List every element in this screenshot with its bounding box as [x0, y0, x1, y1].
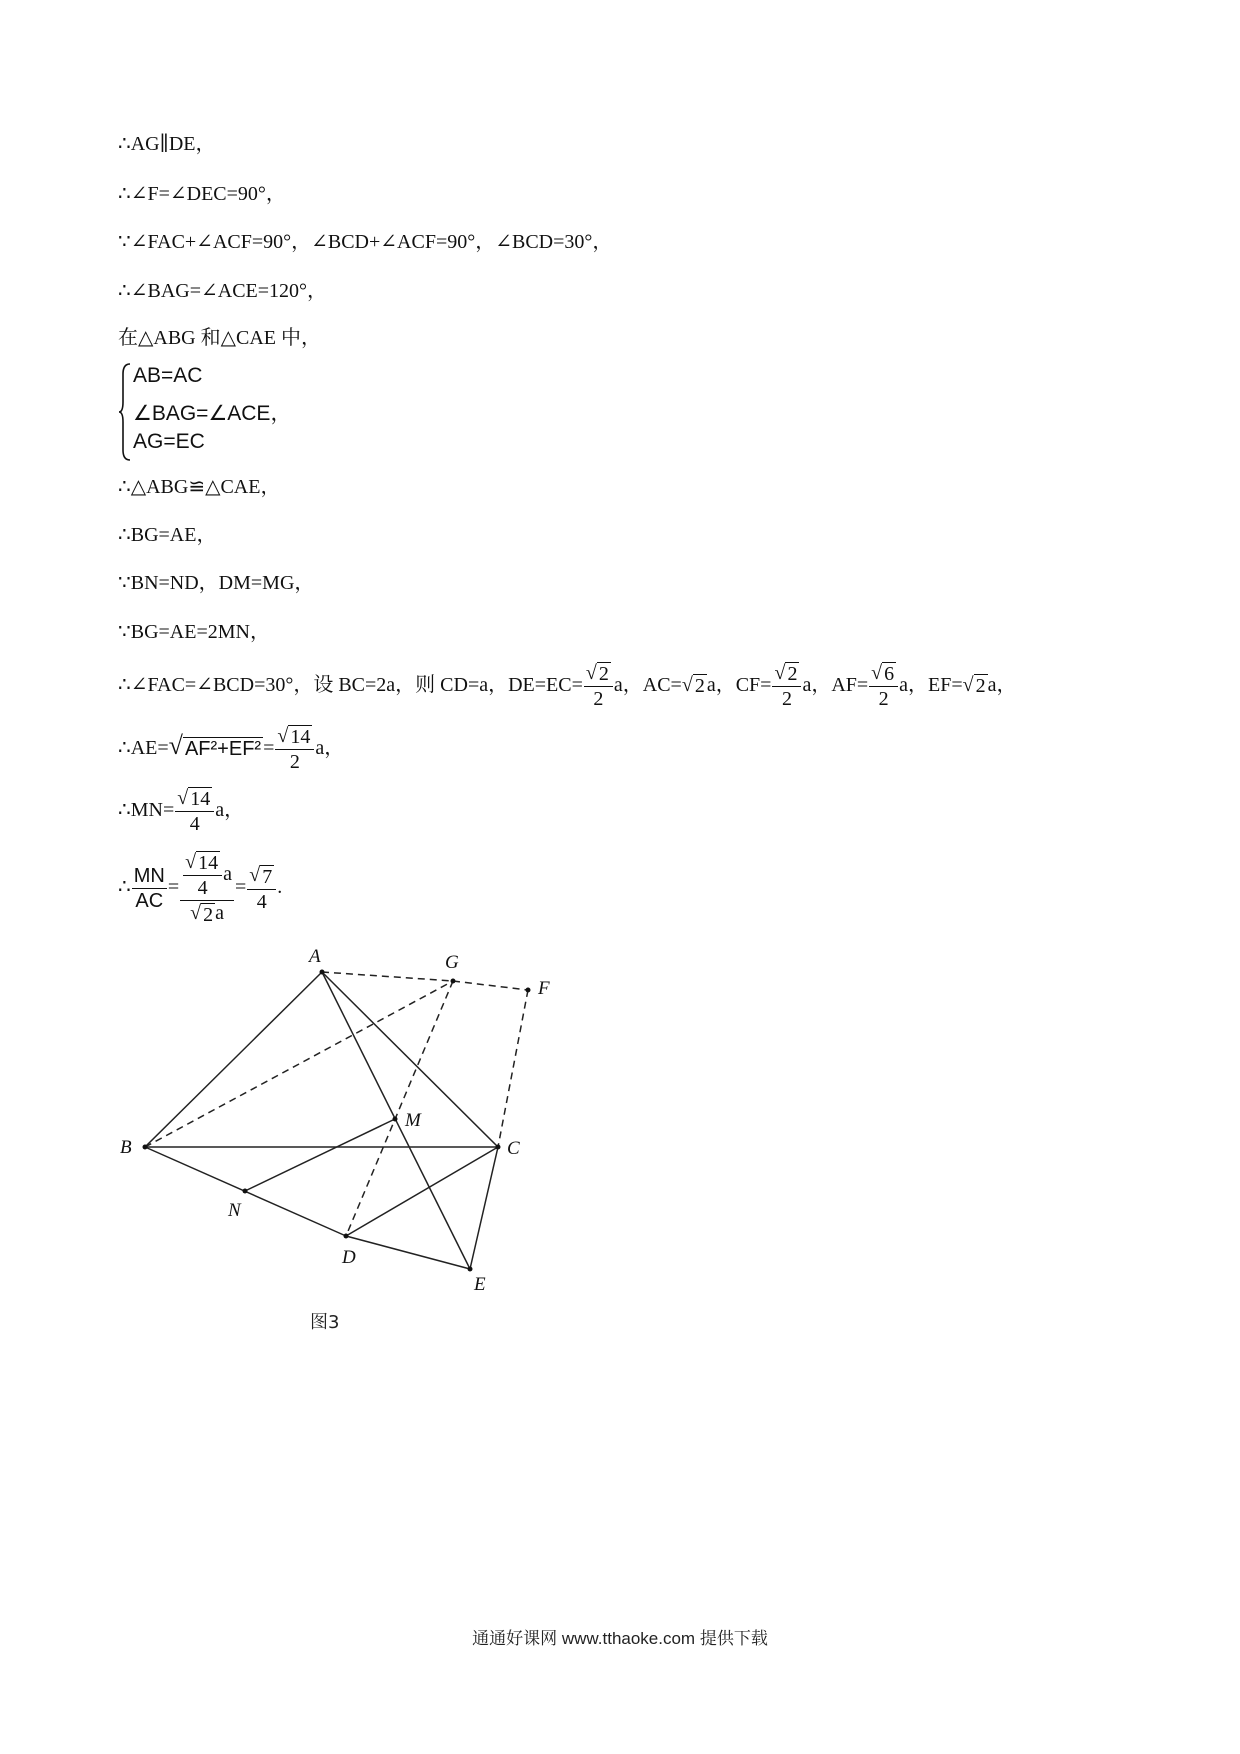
point-D	[344, 1234, 349, 1239]
proof-line-4: ∴∠BAG=∠ACE=120°，	[118, 280, 328, 302]
mn-line	[118, 786, 244, 836]
mn-prefix: ∴MN=	[118, 798, 175, 821]
figure-3-diagram	[120, 938, 560, 1338]
frac-sqrt7-over-4: $\frac{√ 7}{4}$	[247, 863, 276, 913]
radicand: 2	[694, 675, 705, 698]
variable-a: a	[223, 862, 232, 885]
denominator: 2	[593, 688, 604, 711]
proof-line-2: ∴∠F=∠DEC=90°，	[118, 183, 286, 205]
point-B	[143, 1145, 148, 1150]
variable-a: a	[215, 902, 224, 925]
point-M	[393, 1117, 398, 1122]
point-G	[451, 979, 456, 984]
calc-prefix: ∴∠FAC=∠BCD=30°，设 BC=2a，则 CD=a，DE=EC=	[118, 673, 583, 696]
frac-mn-over-ac	[132, 864, 167, 913]
denominator: 2	[289, 751, 300, 774]
brace-icon	[118, 362, 132, 462]
geometry-figure	[120, 938, 560, 1343]
denominator: 4	[256, 890, 267, 913]
radicand: 7	[262, 865, 273, 888]
frac-sqrt6-over-2: $\frac{√ 6}{2}$	[869, 661, 898, 711]
frac-sqrt14-over-2: $\frac{√ 14}{2}$	[275, 724, 314, 774]
point-E	[468, 1267, 473, 1272]
ae-eq: =	[263, 736, 275, 759]
calc-text-3: a，AF=	[802, 673, 869, 696]
frac-sqrt14-over-4: $\frac{√ 14}{4}$	[183, 850, 222, 900]
proof-line-5: 在△ABG 和△CAE 中，	[118, 327, 321, 349]
system-row-2: ∠BAG=∠ACE，	[133, 402, 292, 425]
calc-text-2: a，CF=	[706, 673, 772, 696]
calc-text-5: a，	[987, 673, 1017, 696]
radicand: 14	[290, 726, 311, 749]
compound-fraction: $\frac{√ 14}{4}$ a √ 2 a	[180, 850, 234, 927]
equation-system	[118, 362, 292, 462]
label-B: B	[120, 1137, 132, 1158]
label-M: M	[405, 1110, 421, 1131]
ratio-eq: =	[167, 876, 180, 898]
ratio-eq2: =	[235, 876, 247, 898]
label-N: N	[228, 1200, 241, 1221]
label-G: G	[445, 952, 459, 973]
numerator: MN	[133, 864, 165, 887]
proof-line-9: ∵BG=AE=2MN，	[118, 621, 270, 643]
proof-line-6: ∴△ABG≌△CAE，	[118, 476, 281, 498]
calc-text-4: a，EF=	[899, 673, 963, 696]
label-F: F	[538, 978, 550, 999]
radicand: 6	[884, 663, 895, 686]
proof-line-8: ∵BN=ND，DM=MG，	[118, 572, 315, 594]
denominator: 4	[189, 813, 200, 836]
ratio-prefix: ∴	[118, 876, 131, 898]
radicand: 14	[198, 852, 219, 875]
ae-radicand: AF²+EF²	[184, 738, 262, 761]
label-A: A	[309, 946, 321, 967]
calc-text-1: a，AC=	[613, 673, 682, 696]
frac-sqrt2-over-2: $\frac{√ 2}{2}$	[772, 661, 801, 711]
ratio-line	[118, 850, 282, 927]
ae-line: ∴AE=√ AF²+EF² = $\frac{√ 14}{2}$ a，	[118, 725, 345, 774]
point-N	[243, 1189, 248, 1194]
frac-sqrt14-over-4: $\frac{√ 14}{4}$	[175, 786, 214, 836]
proof-line-1: ∴AG∥DE，	[118, 133, 216, 155]
radicand: 2	[975, 675, 986, 698]
point-A	[320, 970, 325, 975]
label-C: C	[507, 1138, 520, 1159]
page-footer: 通通好课网 www.tthaoke.com 提供下载	[472, 1629, 768, 1648]
figure-caption: 图3	[310, 1312, 340, 1333]
ae-suffix: a，	[315, 736, 345, 759]
system-row-1: AB=AC	[133, 364, 203, 387]
frac-sqrt2-over-2: $\frac{√ 2}{2}$	[584, 661, 613, 711]
denominator: 2	[878, 688, 889, 711]
label-D: D	[342, 1247, 356, 1268]
mn-suffix: a，	[215, 798, 245, 821]
point-C	[496, 1145, 501, 1150]
radicand: 14	[190, 788, 211, 811]
ratio-end: .	[277, 876, 283, 898]
proof-line-7: ∴BG=AE，	[118, 524, 217, 546]
label-E: E	[474, 1274, 486, 1295]
calc-line: ∴∠FAC=∠BCD=30°，设 BC=2a，则 CD=a，DE=EC= $\frac{√ 2}{2}$ a，AC=√ 2 a，CF= $\frac{√ 2}{2}$ a，AF= $\frac{√ 6}{2}$ a，EF=√ 2 a，	[118, 662, 1017, 711]
system-row-3: AG=EC	[133, 430, 205, 453]
ae-prefix: ∴AE=	[118, 736, 169, 759]
radicand: 2	[598, 663, 609, 686]
figure-background	[120, 938, 560, 1338]
proof-line-3: ∵∠FAC+∠ACF=90°，∠BCD+∠ACF=90°，∠BCD=30°，	[118, 231, 613, 253]
denominator: AC	[135, 889, 164, 912]
radicand: 2	[787, 663, 798, 686]
denominator: 4	[197, 877, 208, 900]
denominator: 2	[781, 688, 792, 711]
point-F	[526, 988, 531, 993]
radicand: 2	[203, 903, 214, 926]
